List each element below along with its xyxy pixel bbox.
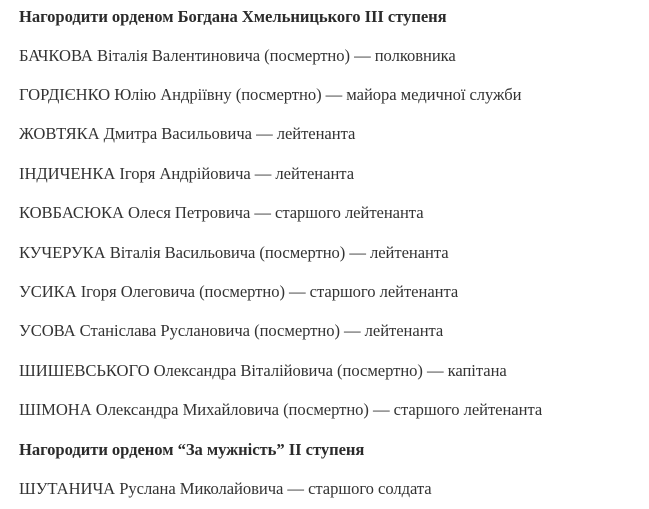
award-entry: ЖОВТЯКА Дмитра Васильовича — лейтенанта (19, 124, 356, 143)
section-heading-order-for-courage: Нагородити орденом “За мужність” II ступеня (19, 440, 365, 459)
award-entry: УСОВА Станіслава Руслановича (посмертно) — лейтенанта (19, 321, 444, 340)
award-entry: ШУТАНИЧА Руслана Миколайовича — старшого солдата (19, 479, 432, 498)
award-entry: УСИКА Ігоря Олеговича (посмертно) — старшого лейтенанта (19, 282, 459, 301)
award-entry: ІНДИЧЕНКА Ігоря Андрійовича — лейтенанта (19, 164, 355, 183)
award-entry: КУЧЕРУКА Віталія Васильовича (посмертно) — лейтенанта (19, 243, 449, 262)
award-entry: ШИШЕВСЬКОГО Олександра Віталійовича (посмертно) — капітана (19, 361, 507, 380)
award-entry: ГОРДІЄНКО Юлію Андріївну (посмертно) — майора медичної служби (19, 85, 522, 104)
award-entry: КОВБАСЮКА Олеся Петровича — старшого лейтенанта (19, 203, 424, 222)
award-entry: ШІМОНА Олександра Михайловича (посмертно) — старшого лейтенанта (19, 400, 543, 419)
section-heading-order-bohdan-khmelnytsky: Нагородити орденом Богдана Хмельницького III ступеня (19, 7, 447, 26)
award-entry: БАЧКОВА Віталія Валентиновича (посмертно) — полковника (19, 46, 456, 65)
